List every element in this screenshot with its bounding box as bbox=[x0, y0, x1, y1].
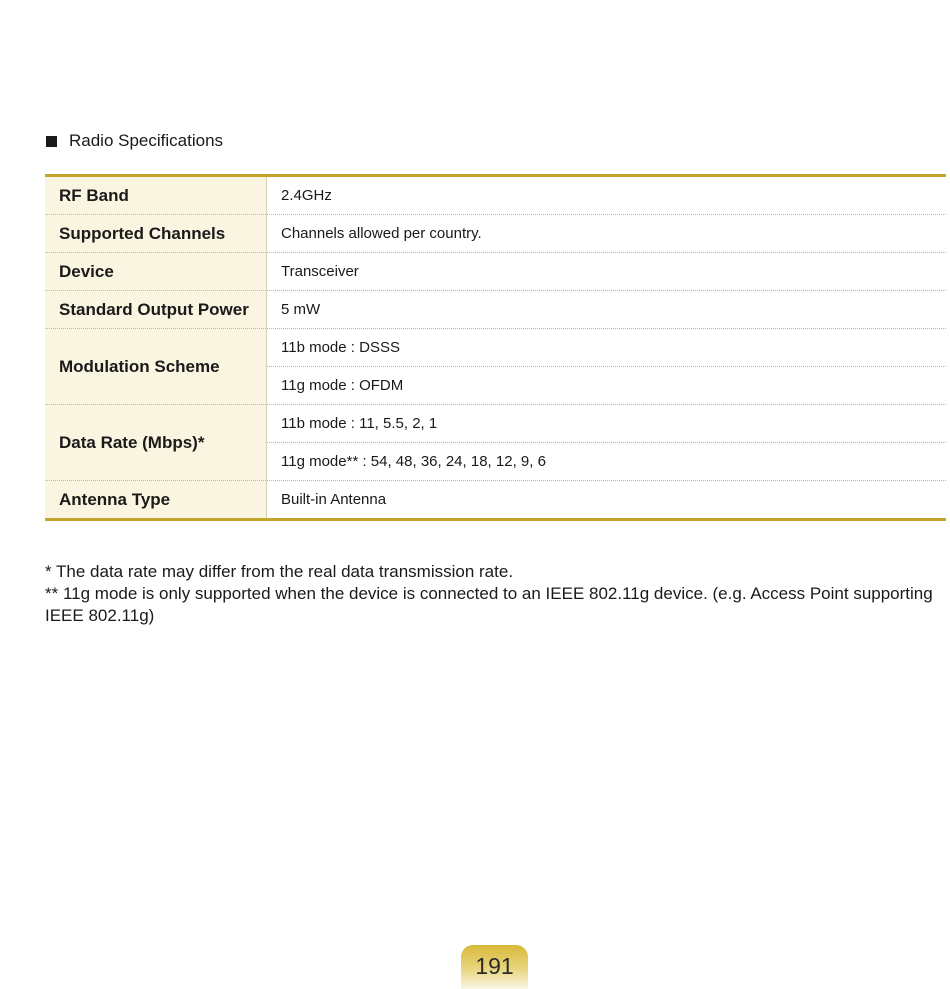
spec-row-data-rate bbox=[45, 405, 946, 443]
spec-value: 11g mode : OFDM bbox=[267, 367, 947, 405]
spec-label: Modulation Scheme bbox=[45, 329, 267, 405]
spec-label: Data Rate (Mbps)* bbox=[45, 405, 267, 481]
spec-row-supported-channels bbox=[45, 215, 946, 253]
footnote: ** 11g mode is only supported when the device is connected to an IEEE 802.11g device. (e.g. Access Point supporting IEEE 802.11g) bbox=[45, 584, 933, 625]
section-title: Radio Specifications bbox=[69, 131, 224, 150]
page-number: 191 bbox=[475, 952, 514, 979]
spec-value: Built-in Antenna bbox=[281, 491, 387, 508]
spec-label: RF Band bbox=[45, 176, 267, 215]
spec-value: 2.4GHz bbox=[267, 176, 947, 215]
spec-value: 11g mode** : 54, 48, 36, 24, 18, 12, 9, 6 bbox=[267, 443, 947, 481]
spec-value: Channels allowed per country. bbox=[267, 215, 947, 253]
spec-value: 11b mode : DSSS bbox=[267, 329, 947, 367]
footnotes bbox=[45, 561, 935, 627]
spec-value: 11b mode : 11, 5.5, 2, 1 bbox=[267, 405, 947, 443]
spec-row-rf-band bbox=[45, 176, 946, 215]
spec-value: 5 mW bbox=[267, 291, 947, 329]
footnote: * The data rate may differ from the real data transmission rate. bbox=[45, 562, 514, 581]
spec-value: Transceiver bbox=[267, 253, 947, 291]
radio-specifications-table bbox=[45, 174, 946, 521]
spec-row-device bbox=[45, 253, 946, 291]
section-heading bbox=[46, 131, 223, 151]
spec-row-antenna-type bbox=[45, 481, 946, 520]
square-bullet-icon bbox=[46, 136, 57, 147]
spec-label: Supported Channels bbox=[45, 215, 267, 253]
spec-label: Standard Output Power bbox=[45, 291, 267, 329]
spec-label: Device bbox=[45, 253, 267, 291]
page-number-tab bbox=[461, 945, 528, 989]
spec-row-modulation-scheme bbox=[45, 329, 946, 367]
spec-label: Antenna Type bbox=[45, 481, 267, 520]
spec-row-standard-output-power bbox=[45, 291, 946, 329]
